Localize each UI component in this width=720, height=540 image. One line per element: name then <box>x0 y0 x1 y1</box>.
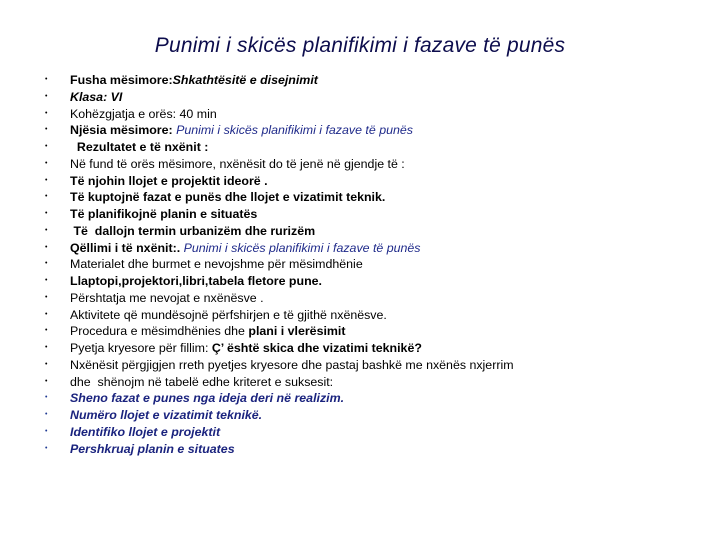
bullet-icon: • <box>45 76 48 83</box>
outcome-text: Të kuptojnë fazat e punës dhe llojet e vizatimit teknik. <box>70 190 386 205</box>
answer-text: Nxënësit përgjigjen rreth pyetjes kryesore dhe pastaj bashkë me nxënës nxjerrim <box>70 357 514 372</box>
unit-label: Njësia mësimore: <box>70 123 177 138</box>
procedure-value: plani i vlerësimit <box>248 324 346 339</box>
bullet-icon: • <box>45 243 48 251</box>
list-item <box>30 340 700 357</box>
outcomes-heading: Rezultatet e të nxënit : <box>70 140 209 154</box>
list-item <box>30 89 700 106</box>
question-value: Ç’ është skica dhe vizatimi teknikë? <box>211 341 422 355</box>
bullet-icon: • <box>45 143 48 150</box>
outcome-text: Të dallojn termin urbanizëm dhe rurizëm <box>70 223 316 238</box>
goal-value: Punimi i skicës planifikimi i fazave të punës <box>183 240 421 255</box>
lesson-plan-list <box>30 72 700 457</box>
bullet-icon: • <box>45 109 48 117</box>
criteria-text: Pershkruaj planin e situates <box>70 441 235 456</box>
question-label: Pyetja kryesore për fillim: <box>70 341 212 355</box>
list-item <box>30 323 700 340</box>
list-item <box>30 122 700 139</box>
procedure-label: Procedura e mësimdhënies dhe <box>70 324 249 339</box>
unit-value: Punimi i skicës planifikimi i fazave të punës <box>176 123 413 138</box>
subject-label: Fusha mësimore: <box>70 73 173 87</box>
list-item <box>30 189 700 206</box>
list-item <box>30 374 700 391</box>
bullet-icon: • <box>45 176 48 184</box>
list-item <box>30 72 700 89</box>
bullet-icon: • <box>45 360 48 368</box>
class-text: Klasa: VI <box>70 89 123 104</box>
outcomes-intro: Në fund të orës mësimore, nxënësit do të jenë në gjendje të : <box>70 156 405 171</box>
list-item <box>30 390 700 407</box>
page-title: Punimi i skicës planifikimi i fazave të punës <box>154 34 566 57</box>
materials-heading: Materialet dhe burmet e nevojshme për mësimdhënie <box>70 257 363 272</box>
bullet-icon: • <box>45 377 48 385</box>
bullet-icon: • <box>45 193 48 201</box>
bullet-icon: • <box>45 344 48 351</box>
list-item <box>30 139 700 156</box>
outcome-text: Të njohin llojet e projektit ideorë . <box>70 173 268 188</box>
list-item <box>30 106 700 123</box>
list-item <box>30 290 700 307</box>
list-item <box>30 206 700 223</box>
adaptation-text: Përshtatja me nevojat e nxënësve . <box>70 290 264 305</box>
list-item <box>30 173 700 190</box>
criteria-text: Identifiko llojet e projektit <box>70 424 221 439</box>
criteria-text: Sheno fazat e punes nga ideja deri në realizim. <box>70 391 345 406</box>
bullet-icon: • <box>45 159 48 167</box>
bullet-icon: • <box>45 394 48 402</box>
list-item <box>30 240 700 257</box>
list-item <box>30 223 700 240</box>
answer-text-cont: dhe shënojm në tabelë edhe kriteret e suksesit: <box>70 374 334 389</box>
bullet-icon: • <box>45 444 48 452</box>
bullet-icon: • <box>45 293 48 301</box>
list-item <box>30 256 700 273</box>
bullet-icon: • <box>45 310 48 318</box>
bullet-icon: • <box>45 260 48 268</box>
list-item <box>30 357 700 374</box>
bullet-icon: • <box>45 411 48 418</box>
list-item <box>30 441 700 458</box>
duration-text: Kohëzgjatja e orës: 40 min <box>70 106 217 121</box>
materials-text: Llaptopi,projektori,libri,tabela fletore pune. <box>70 274 322 288</box>
outcome-text: Të planifikojnë planin e situatës <box>70 207 258 221</box>
bullet-icon: • <box>45 126 48 134</box>
bullet-icon: • <box>45 277 48 284</box>
bullet-icon: • <box>45 210 48 217</box>
activities-text: Aktivitete që mundësojnë përfshirjen e të gjithë nxënësve. <box>70 307 387 322</box>
bullet-icon: • <box>45 92 48 100</box>
goal-label: Qëllimi i të nxënit:. <box>70 240 184 255</box>
bullet-icon: • <box>45 327 48 335</box>
list-item <box>30 307 700 324</box>
criteria-text: Numëro llojet e vizatimit teknikë. <box>70 408 263 422</box>
list-item <box>30 273 700 290</box>
list-item <box>30 156 700 173</box>
list-item <box>30 424 700 441</box>
bullet-icon: • <box>45 226 48 234</box>
subject-value: Shkathtësitë e disejnimit <box>172 73 318 87</box>
list-item <box>30 407 700 424</box>
bullet-icon: • <box>45 427 48 435</box>
